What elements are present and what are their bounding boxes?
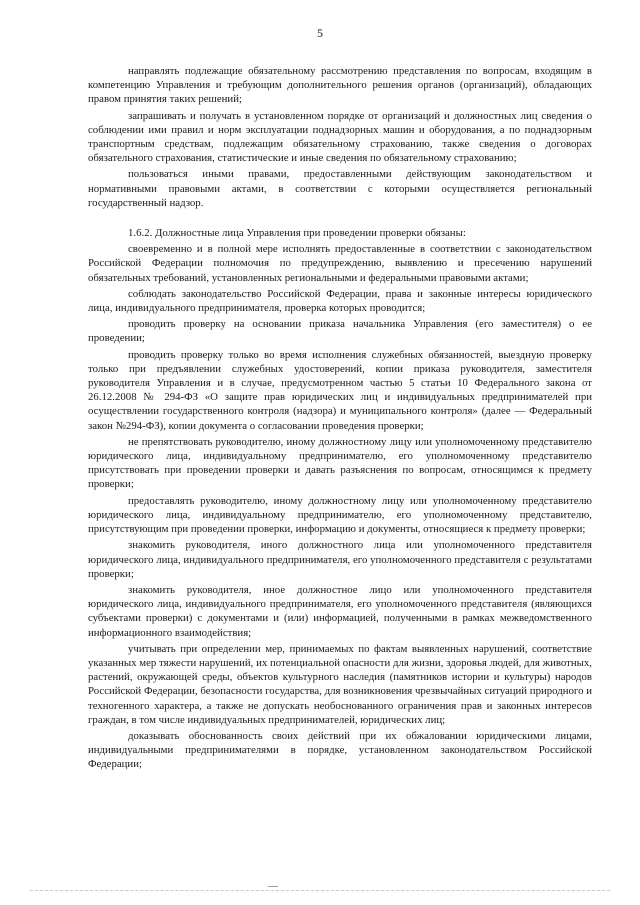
document-body bbox=[88, 64, 592, 774]
paragraph-inspection-duties-time: проводить проверку только во время исполнения служебных обязанностей, выездную проверку только при предъявлении служебных удостоверений, копии приказа руководителя, заместителя руководителя Управления и в случае, предусмотренном частью 5 статьи 10 Федерального закона от 26.12.2008 № 294-ФЗ «О защите прав юридических лиц и индивидуальных предпринимателей при осуществлении государственного контроля (надзора) и муниципального контроля» (далее — Федеральный закон №294-ФЗ), копии документа о согласовании проведения проверки; bbox=[88, 348, 592, 432]
scan-edge-rule bbox=[30, 890, 610, 891]
paragraph-prove-validity: доказывать обоснованность своих действий при их обжаловании юридическими лицами, индивидуальными предпринимателями в порядке, установленном законодательством Российской Федерации; bbox=[88, 729, 592, 771]
paragraph-acquaint-results: знакомить руководителя, иного должностного лица или уполномоченного представителя юридического лица, индивидуального предпринимателя, его уполномоченного представителя с результатами проверки; bbox=[88, 539, 592, 580]
paragraph-execute-powers: своевременно и в полной мере исполнять предоставленные в соответствии с законодательством Российской Федерации полномочия по предупреждению, выявлению и пресечению нарушений обязательных требований, установленных региональными и федеральными правовыми актами; bbox=[88, 243, 592, 284]
paragraph-observe-law: соблюдать законодательство Российской Федерации, права и законные интересы юридического лица, индивидуального предпринимателя, проверка которых проводится; bbox=[88, 287, 592, 315]
page-number: 5 bbox=[317, 26, 323, 40]
section-heading-1-6-2: 1.6.2. Должностные лица Управления при проведении проверки обязаны: bbox=[128, 227, 466, 240]
paragraph-request-information: запрашивать и получать в установленном порядке от организаций и должностных лиц сведения о соблюдении ими правил и норм эксплуатации поднадзорных машин и оборудования, а по поднадзорным транспортным средствам, подлежащим обязательному страхованию, также сведения о договорах обязательного страхования, статистические и иные сведения по обязательному страхованию; bbox=[88, 109, 592, 165]
scan-tick-mark: — bbox=[268, 881, 278, 892]
paragraph-other-rights: пользоваться иными правами, предоставленными действующим законодательством и нормативными правовыми актами, в соответствии с которыми осуществляется региональный государственный надзор. bbox=[88, 168, 592, 209]
paragraph-consider-measures: учитывать при определении мер, принимаемых по фактам выявленных нарушений, соответствие указанных мер тяжести нарушений, их потенциальной опасности для жизни, здоровья людей, для животных, растений, окружающей среды, объектов культурного наследия (памятников истории и культуры) народов Российской Федерации, безопасности государства, для возникновения чрезвычайных ситуаций природного и техногенного характера, а также не допускать необоснованного ограничения прав и законных интересов граждан, в том числе индивидуальных предпринимателей, юридических лиц; bbox=[88, 642, 592, 726]
paragraph-provide-information: предоставлять руководителю, иному должностному лицу или уполномоченному представителю юридического лица, индивидуальному предпринимателю, его уполномоченному представителю, присутствующим при проведении проверки, информацию и документы, относящиеся к предмету проверки; bbox=[88, 494, 592, 536]
paragraph-send-representations: направлять подлежащие обязательному рассмотрению представления по вопросам, входящим в компетенцию Управления и требующим дополнительного решения органов (организаций), обладающих правом принятия таких решений; bbox=[88, 65, 592, 106]
paragraph-not-obstruct: не препятствовать руководителю, иному должностному лицу или уполномоченному представителю юридического лица, индивидуальному предпринимателю, его уполномоченному представителю присутствовать при проведении проверки и давать разъяснения по вопросам, относящимся к предмету проверки; bbox=[88, 435, 592, 491]
paragraph-acquaint-documents: знакомить руководителя, иное должностное лицо или уполномоченного представителя юридического лица, индивидуального предпринимателя, его уполномоченного представителя (являющихся субъектами проверки) с документами и (или) информацией, полученными в рамках межведомственного информационного взаимодействия; bbox=[88, 583, 592, 639]
paragraph-inspection-order: проводить проверку на основании приказа начальника Управления (его заместителя) о ее проведении; bbox=[88, 318, 592, 345]
